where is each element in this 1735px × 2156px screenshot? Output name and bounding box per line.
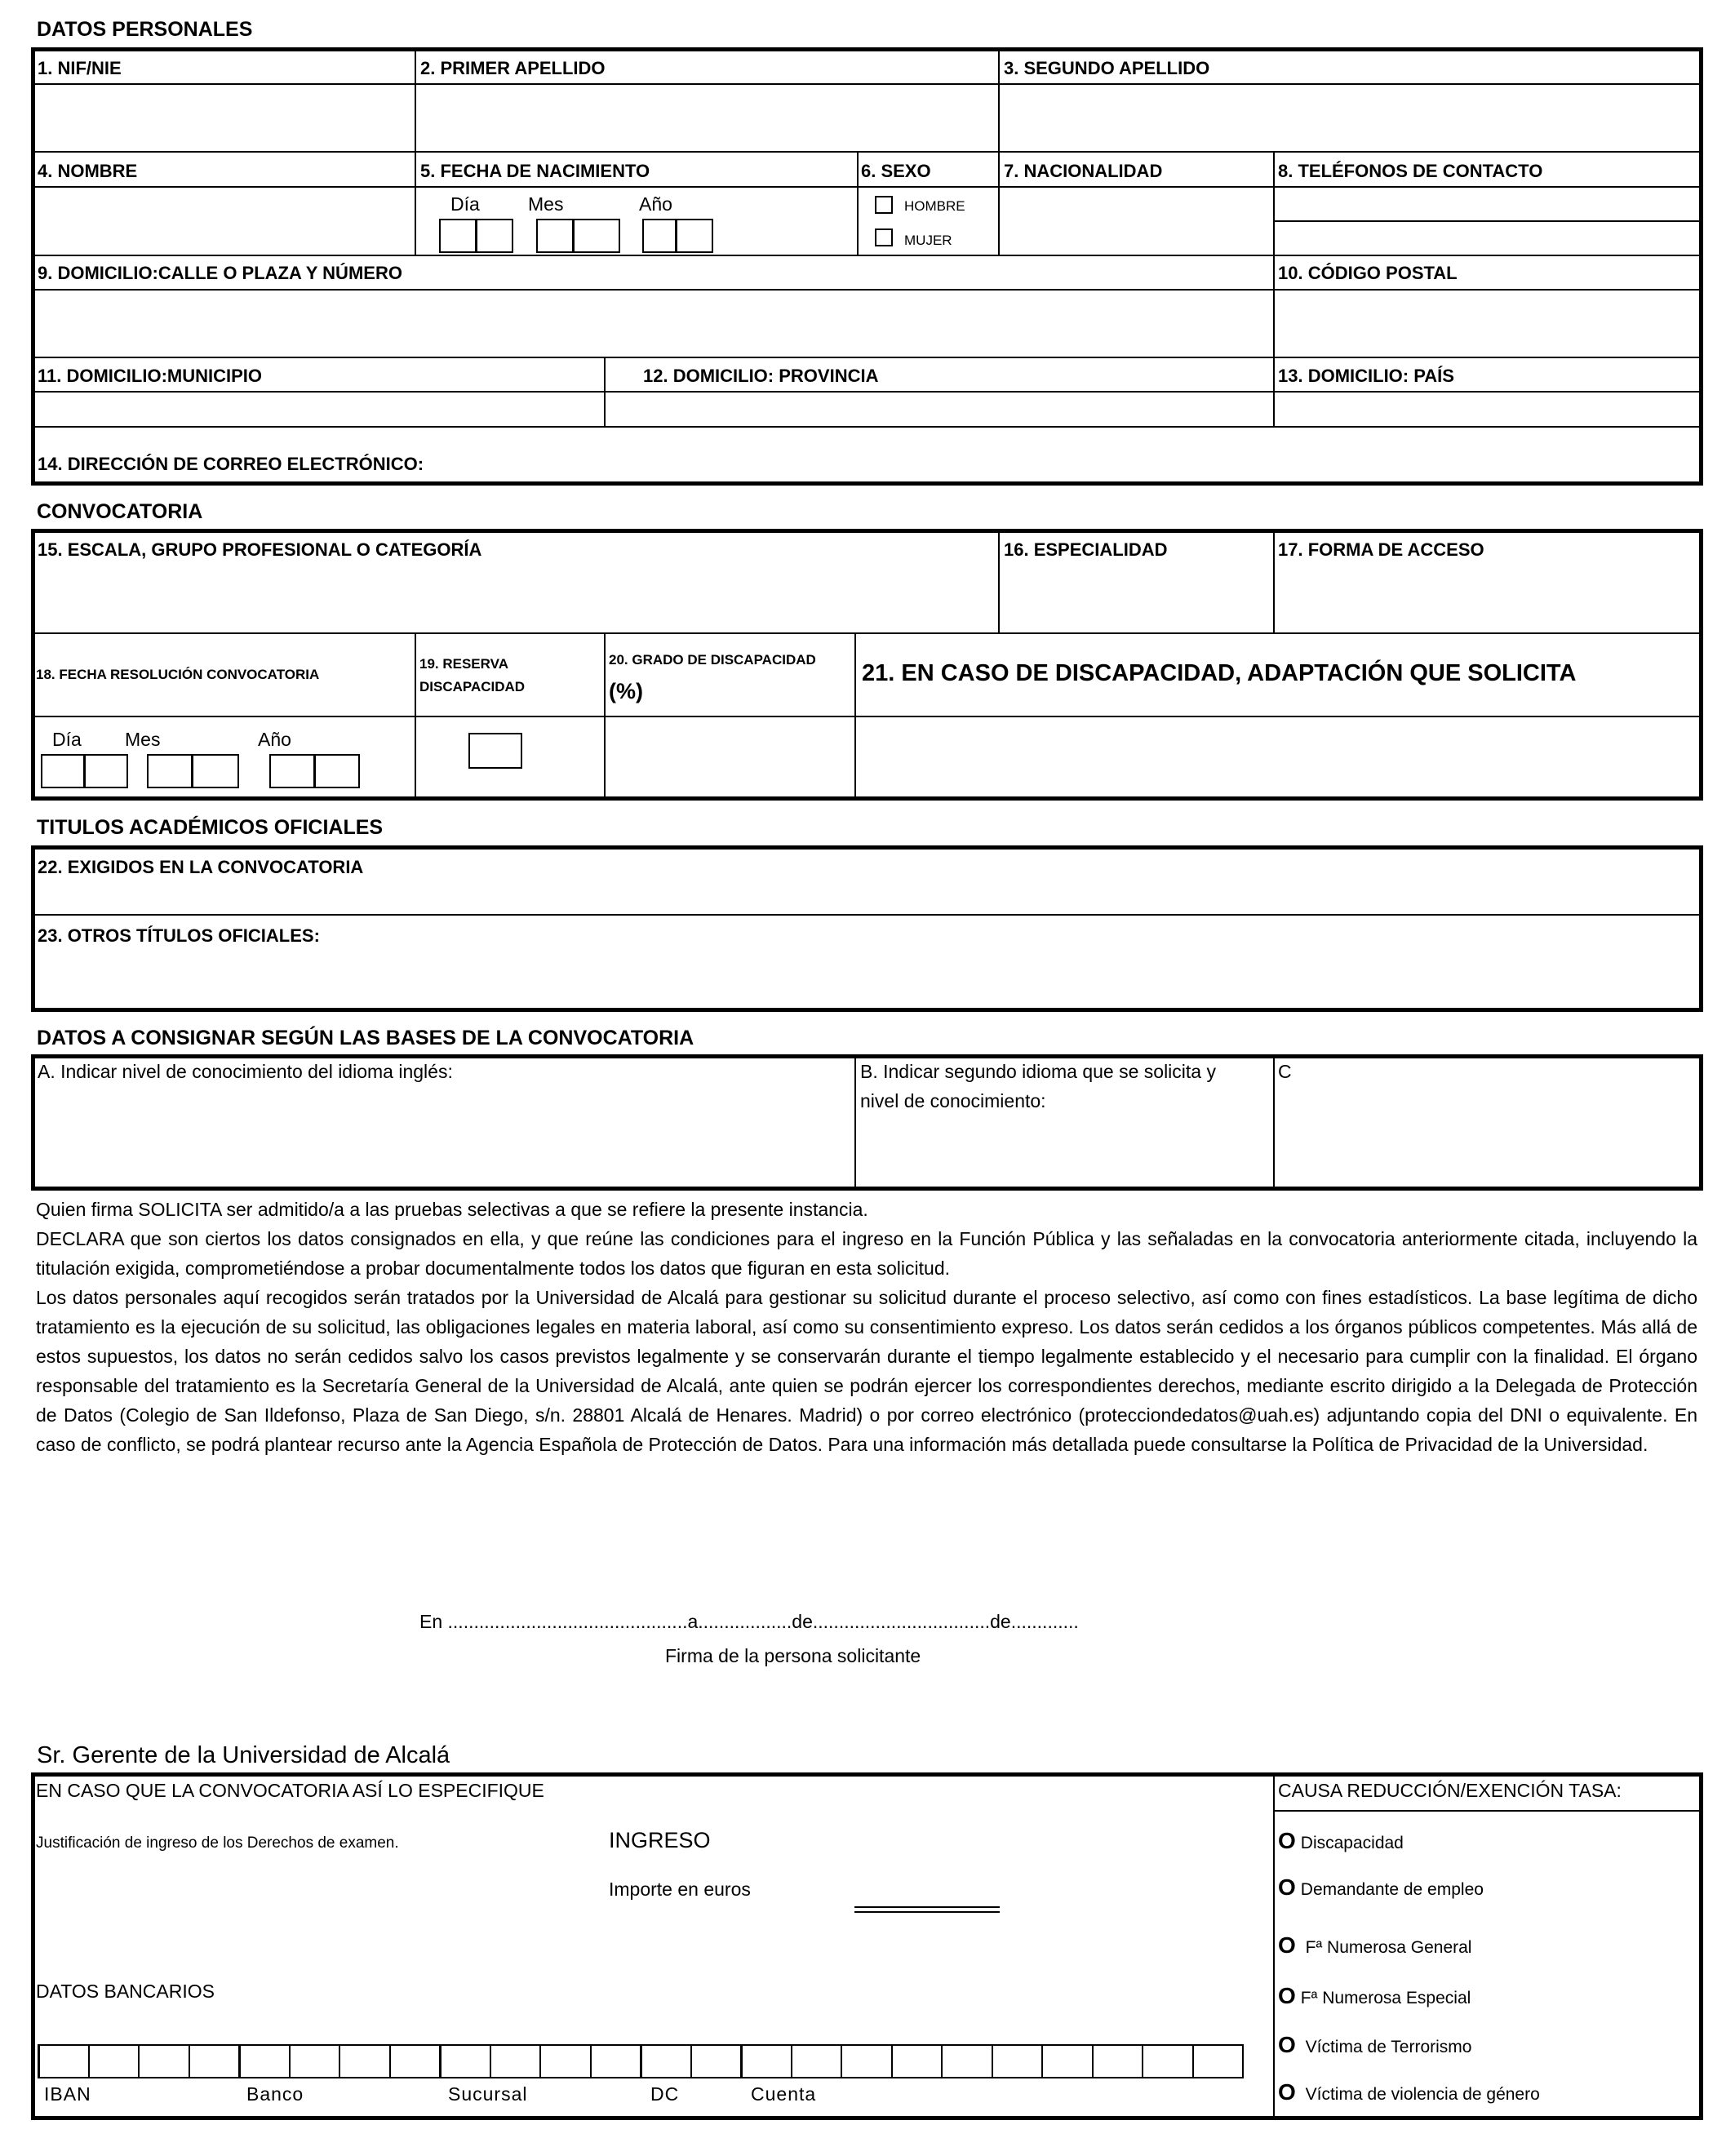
- especialidad-field[interactable]: [1001, 571, 1271, 631]
- label-fecha-resolucion: 18. FECHA RESOLUCIÓN CONVOCATORIA: [36, 667, 320, 682]
- birth-day-digit-1[interactable]: [439, 219, 477, 253]
- forma-acceso-field[interactable]: [1276, 571, 1700, 631]
- email-field[interactable]: [424, 429, 1700, 483]
- label-sexo: 6. SEXO: [861, 161, 931, 181]
- bank-digit-cell[interactable]: [941, 2044, 993, 2078]
- bank-digit-cell[interactable]: [740, 2044, 792, 2078]
- addressee: Sr. Gerente de la Universidad de Alcalá: [37, 1742, 450, 1768]
- label-segundo-idioma-1: B. Indicar segundo idioma que se solicita y: [860, 1061, 1216, 1082]
- iban-label: IBAN: [44, 2083, 91, 2105]
- bank-digit-cell[interactable]: [238, 2044, 291, 2078]
- segundo-idioma-field[interactable]: [858, 1120, 1271, 1187]
- resolution-day-digit-1[interactable]: [41, 754, 85, 788]
- label-c: C: [1278, 1061, 1292, 1082]
- bank-digit-cell[interactable]: [1192, 2044, 1245, 2078]
- bank-digit-cell[interactable]: [1142, 2044, 1194, 2078]
- option-discapacidad[interactable]: O Discapacidad: [1278, 1828, 1404, 1853]
- label-segundo-apellido: 3. SEGUNDO APELLIDO: [1004, 58, 1210, 78]
- datos-bancarios-label: DATOS BANCARIOS: [36, 1981, 215, 2002]
- resolution-year-digit-1[interactable]: [269, 754, 315, 788]
- nacionalidad-field[interactable]: [1001, 189, 1271, 253]
- label-primer-apellido: 2. PRIMER APELLIDO: [420, 58, 606, 78]
- adaptacion-field[interactable]: [858, 719, 1700, 797]
- bank-digit-cell[interactable]: [791, 2044, 843, 2078]
- campo-c-field[interactable]: [1276, 1090, 1700, 1187]
- option-familia-numerosa-especial[interactable]: O Fª Numerosa Especial: [1278, 1983, 1471, 2008]
- radio-circle-icon: O: [1278, 2079, 1296, 2105]
- radio-circle-icon: O: [1278, 1983, 1296, 2008]
- option-familia-numerosa-general[interactable]: O Fª Numerosa General: [1278, 1932, 1472, 1958]
- grado-discapacidad-field[interactable]: [607, 719, 853, 797]
- nif-field[interactable]: [34, 87, 413, 149]
- mujer-checkbox[interactable]: [875, 228, 893, 246]
- bank-digit-cell[interactable]: [439, 2044, 491, 2078]
- bank-digit-cell[interactable]: [189, 2044, 241, 2078]
- exigidos-field[interactable]: [34, 881, 1700, 912]
- birth-year-digit-1[interactable]: [642, 219, 677, 253]
- solicita-paragraph: Quien firma SOLICITA ser admitido/a a las pruebas selectivas a que se refiere la presente instancia.: [36, 1199, 868, 1220]
- bank-digit-cell[interactable]: [1041, 2044, 1094, 2078]
- cuenta-label: Cuenta: [751, 2083, 817, 2105]
- label-provincia: 12. DOMICILIO: PROVINCIA: [643, 366, 879, 386]
- bank-digit-cell[interactable]: [841, 2044, 893, 2078]
- bank-digit-cell[interactable]: [590, 2044, 642, 2078]
- nombre-field[interactable]: [34, 189, 413, 253]
- escala-field[interactable]: [34, 571, 996, 631]
- resolution-day-digit-2[interactable]: [84, 754, 128, 788]
- resolution-month-digit-1[interactable]: [147, 754, 193, 788]
- bank-digit-cell[interactable]: [490, 2044, 542, 2078]
- label-email: 14. DIRECCIÓN DE CORREO ELECTRÓNICO:: [38, 454, 424, 474]
- radio-circle-icon: O: [1278, 1874, 1296, 1900]
- justificacion-label: Justificación de ingreso de los Derechos de examen.: [36, 1834, 399, 1852]
- telefono-field-1[interactable]: [1276, 189, 1700, 220]
- resolution-year-digit-2[interactable]: [314, 754, 360, 788]
- label-forma-acceso: 17. FORMA DE ACCESO: [1278, 539, 1484, 560]
- resolution-year-label: Año: [258, 729, 291, 750]
- label-telefonos: 8. TELÉFONOS DE CONTACTO: [1278, 161, 1543, 181]
- domicilio-field[interactable]: [34, 292, 1271, 355]
- label-fecha-nacimiento: 5. FECHA DE NACIMIENTO: [420, 161, 650, 181]
- label-codigo-postal: 10. CÓDIGO POSTAL: [1278, 263, 1458, 283]
- option-victima-terrorismo[interactable]: O Víctima de Terrorismo: [1278, 2032, 1472, 2057]
- bank-digit-cell[interactable]: [992, 2044, 1044, 2078]
- provincia-field[interactable]: [607, 394, 1271, 424]
- place-date-line[interactable]: En ..............................................a..................de..................................de.............: [419, 1611, 1079, 1632]
- bank-digit-cell[interactable]: [389, 2044, 442, 2078]
- section-title-bases: DATOS A CONSIGNAR SEGÚN LAS BASES DE LA CONVOCATORIA: [37, 1027, 694, 1049]
- segundo-apellido-field[interactable]: [1001, 87, 1700, 149]
- option-victima-violencia-genero[interactable]: O Víctima de violencia de género: [1278, 2079, 1540, 2105]
- radio-circle-icon: O: [1278, 1828, 1296, 1853]
- bank-digit-cell[interactable]: [339, 2044, 391, 2078]
- label-otros-titulos: 23. OTROS TÍTULOS OFICIALES:: [38, 925, 320, 946]
- section-title-convocatoria: CONVOCATORIA: [37, 500, 203, 523]
- label-exigidos: 22. EXIGIDOS EN LA CONVOCATORIA: [38, 857, 364, 877]
- label-reserva-2: DISCAPACIDAD: [419, 679, 526, 694]
- importe-label: Importe en euros: [609, 1879, 751, 1900]
- mujer-label: MUJER: [904, 233, 952, 248]
- resolution-month-digit-2[interactable]: [192, 754, 239, 788]
- bank-digit-cell[interactable]: [38, 2044, 90, 2078]
- bank-digit-cell[interactable]: [891, 2044, 943, 2078]
- radio-circle-icon: O: [1278, 1932, 1296, 1958]
- label-escala: 15. ESCALA, GRUPO PROFESIONAL O CATEGORÍA: [38, 539, 482, 560]
- bank-digit-cell[interactable]: [289, 2044, 341, 2078]
- municipio-field[interactable]: [34, 394, 602, 424]
- label-grado-pct: (%): [609, 679, 643, 703]
- radio-circle-icon: O: [1278, 2032, 1296, 2057]
- label-nif: 1. NIF/NIE: [38, 58, 122, 78]
- hombre-label: HOMBRE: [904, 198, 965, 214]
- bank-digit-cell[interactable]: [1092, 2044, 1144, 2078]
- option-demandante-empleo[interactable]: O Demandante de empleo: [1278, 1874, 1484, 1900]
- label-nacionalidad: 7. NACIONALIDAD: [1004, 161, 1163, 181]
- otros-titulos-field[interactable]: [34, 950, 1700, 1009]
- label-segundo-idioma-2: nivel de conocimiento:: [860, 1090, 1046, 1111]
- ingreso-label: INGRESO: [609, 1828, 711, 1852]
- bank-digit-cell[interactable]: [539, 2044, 592, 2078]
- label-especialidad: 16. ESPECIALIDAD: [1004, 539, 1168, 560]
- label-idioma-ingles: A. Indicar nivel de conocimiento del idioma inglés:: [38, 1061, 453, 1082]
- birth-day-digit-2[interactable]: [476, 219, 513, 253]
- label-adaptacion: 21. EN CASO DE DISCAPACIDAD, ADAPTACIÓN QUE SOLICITA: [862, 660, 1577, 686]
- birth-year-label: Año: [639, 193, 672, 215]
- hombre-checkbox[interactable]: [875, 196, 893, 214]
- label-nombre: 4. NOMBRE: [38, 161, 138, 181]
- codigo-postal-field[interactable]: [1276, 292, 1700, 355]
- declara-paragraph: DECLARA que son ciertos los datos consignados en ella, y que reúne las condiciones para el ingreso en la Función Pública y las señaladas en la convocatoria anteriormente citada, incluyendo la titulación exigida, comprometiéndose a probar documentalmente todos los datos que figuran en esta solicitud.: [36, 1228, 1697, 1279]
- bank-digit-cell[interactable]: [138, 2044, 190, 2078]
- primer-apellido-field[interactable]: [418, 87, 996, 149]
- label-reserva-1: 19. RESERVA: [419, 656, 508, 672]
- birth-year-digit-2[interactable]: [676, 219, 713, 253]
- label-domicilio: 9. DOMICILIO:CALLE O PLAZA Y NÚMERO: [38, 263, 402, 283]
- resolution-month-label: Mes: [125, 729, 161, 750]
- bank-digit-cell[interactable]: [690, 2044, 743, 2078]
- idioma-ingles-field[interactable]: [34, 1090, 853, 1187]
- signature-caption: Firma de la persona solicitante: [665, 1645, 921, 1666]
- banco-label: Banco: [246, 2083, 304, 2105]
- pais-field[interactable]: [1276, 394, 1700, 424]
- reserva-discapacidad-checkbox[interactable]: [468, 733, 522, 769]
- label-municipio: 11. DOMICILIO:MUNICIPIO: [38, 366, 263, 386]
- label-pais: 13. DOMICILIO: PAÍS: [1278, 366, 1454, 386]
- dc-label: DC: [650, 2083, 680, 2105]
- birth-month-label: Mes: [528, 193, 564, 215]
- fees-header-right: CAUSA REDUCCIÓN/EXENCIÓN TASA:: [1278, 1780, 1622, 1801]
- bank-digit-cell[interactable]: [88, 2044, 140, 2078]
- importe-field[interactable]: [854, 1906, 1000, 1913]
- label-grado-discapacidad: 20. GRADO DE DISCAPACIDAD: [609, 652, 816, 668]
- sucursal-label: Sucursal: [448, 2083, 528, 2105]
- birth-day-label: Día: [450, 193, 480, 215]
- section-title-personal: DATOS PERSONALES: [37, 18, 253, 41]
- bank-digit-cell[interactable]: [640, 2044, 692, 2078]
- section-title-titulos: TITULOS ACADÉMICOS OFICIALES: [37, 816, 384, 839]
- privacy-paragraph: Los datos personales aquí recogidos serán tratados por la Universidad de Alcalá para gestionar su solicitud durante el proceso selectivo, así como con fines estadísticos. La base legítima de dicho tratamiento es la ejecución de su solicitud, las obligaciones legales en materia laboral, así como su consentimiento expreso. Los datos serán cedidos a los órganos públicos competentes. Más allá de estos supuestos, los datos no serán cedidos salvo los casos previstos legalmente y se conservarán durante el tiempo legalmente establecido y el necesario para cumplir con la finalidad. El órgano responsable del tratamiento es la Secretaría General de la Universidad de Alcalá, ante quien se podrán ejercer los correspondientes derechos, mediante escrito dirigido a la Delegada de Protección de Datos (Colegio de San Ildefonso, Plaza de San Diego, s/n. 28801 Alcalá de Henares. Madrid) o por correo electrónico (protecciondedatos@uah.es) adjuntando copia del DNI o equivalente. En caso de conflicto, se podrá plantear recurso ante la Agencia Española de Protección de Datos. Para una información más detallada puede consultarse la Política de Privacidad de la Universidad.: [36, 1287, 1697, 1455]
- resolution-day-label: Día: [52, 729, 82, 750]
- declaration-text: [36, 1195, 1697, 1459]
- birth-month-digit-1[interactable]: [536, 219, 574, 253]
- fees-header-left: EN CASO QUE LA CONVOCATORIA ASÍ LO ESPECIFIQUE: [36, 1780, 544, 1801]
- telefono-field-2[interactable]: [1276, 223, 1700, 253]
- birth-month-digit-2[interactable]: [573, 219, 620, 253]
